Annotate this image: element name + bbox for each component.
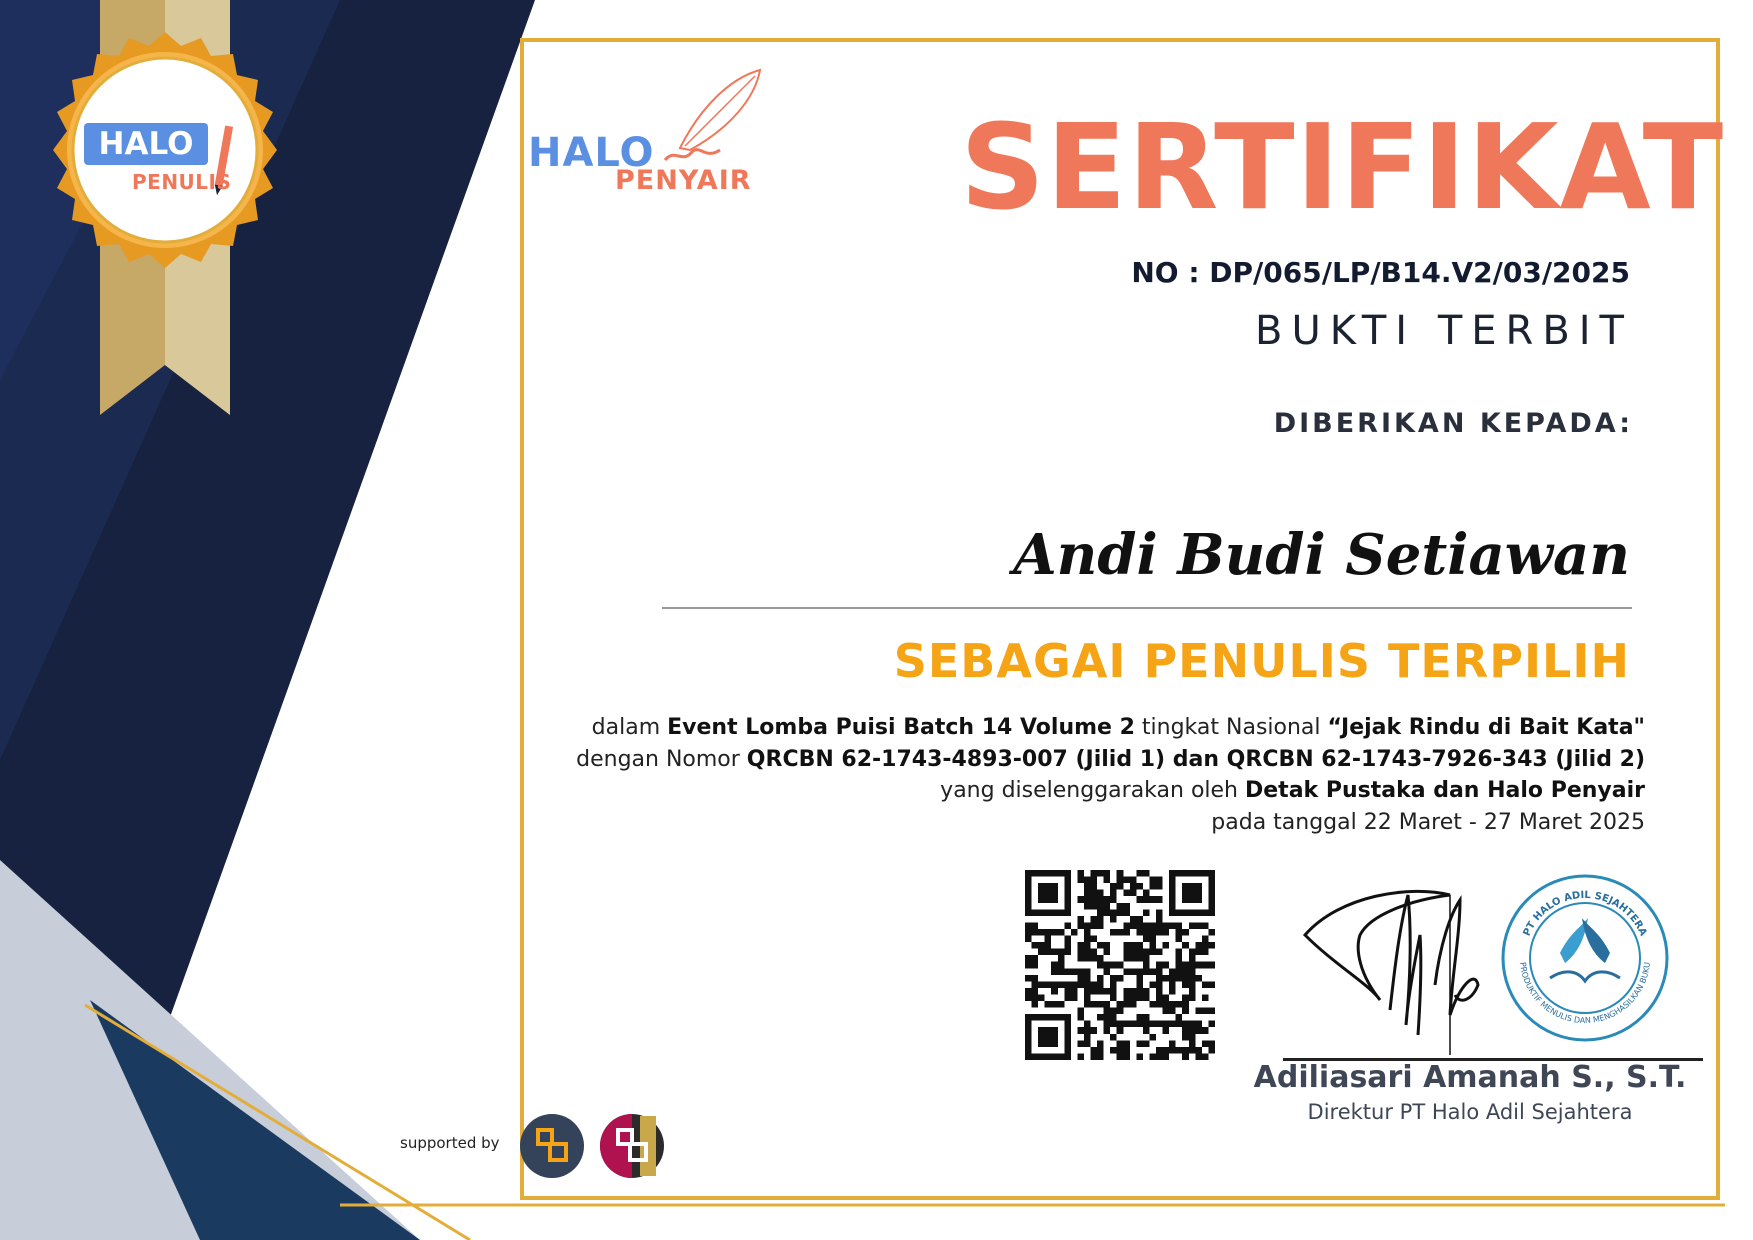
desc-text: dalam [591,715,668,740]
certificate-description [560,712,1645,838]
description-line-1 [560,712,1645,744]
badge-logo-top: HALO [84,123,208,165]
given-to-label: DIBERIKAN KEPADA: [1273,408,1633,439]
stamp-bottom-text: PRODUKTIF MENULIS DAN MENGHASILKAN BUKU [1518,961,1652,1026]
desc-text: dengan Nomor [576,746,747,772]
description-line-4: pada tanggal 22 Maret - 27 Maret 2025 [1211,809,1645,835]
event-name: Event Lomba Puisi Batch 14 Volume 2 [667,715,1135,740]
supported-by-label: supported by [400,1134,500,1152]
sponsor-logo-icon [520,1112,670,1180]
desc-text: yang diselenggarakan oleh [940,778,1245,803]
qr-code-icon [1025,870,1215,1060]
event-theme: “Jejak Rindu di Bait Kata" [1327,715,1645,740]
halo-penyair-logo-bottom: PENYAIR [615,165,752,196]
certificate-title: SERTIFIKAT [960,98,1725,236]
ribbon-badge-icon [30,0,300,420]
description-line-2 [560,744,1645,776]
desc-text: tingkat Nasional [1134,715,1328,740]
certificate-number: NO : DP/065/LP/B14.V2/03/2025 [1131,256,1630,289]
recipient-role: SEBAGAI PENULIS TERPILIH [893,634,1630,688]
signer-name: Adiliasari Amanah S., S.T. [1253,1060,1687,1095]
svg-text:PRODUKTIF MENULIS DAN MENGHASI [1518,961,1652,1025]
recipient-name: Andi Budi Setiawan [1013,522,1630,588]
description-line-3 [560,775,1645,807]
name-underline [662,607,1632,609]
halo-penyair-logo-top: HALO [528,130,655,176]
organizer: Detak Pustaka dan Halo Penyair [1245,778,1645,803]
company-stamp-icon [1500,873,1670,1043]
signer-title: Direktur PT Halo Adil Sejahtera [1307,1100,1633,1124]
certificate-subtitle: BUKTI TERBIT [1255,308,1633,354]
stamp-top-text: PT HALO ADIL SEJAHTERA [1521,889,1649,938]
qrcbn-numbers: QRCBN 62-1743-4893-007 (Jilid 1) dan QRCBN 62-1743-7926-343 (Jilid 2) [746,746,1645,772]
quill-pen-icon [660,68,770,168]
badge-logo-bottom: PENULIS [132,170,232,194]
